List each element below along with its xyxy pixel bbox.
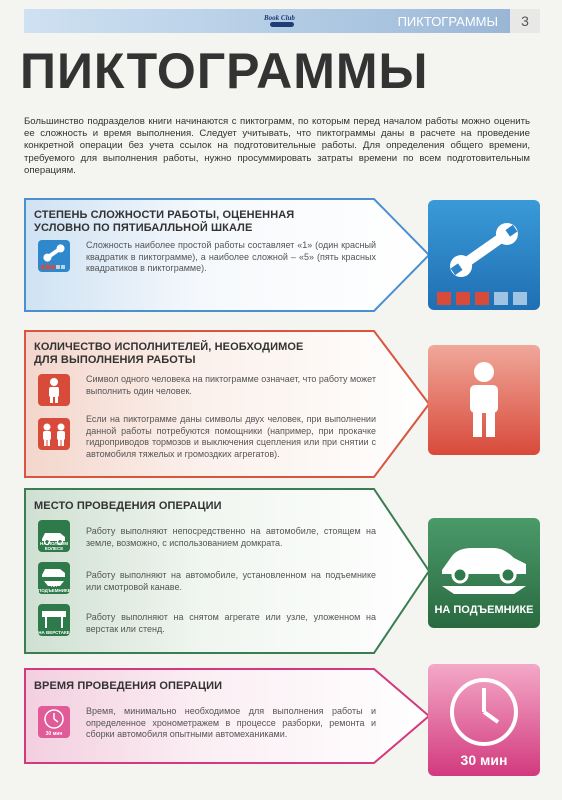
place-heading: МЕСТО ПРОВЕДЕНИЯ ОПЕРАЦИИ (34, 500, 222, 512)
person-big-icon (428, 345, 540, 455)
workers-section (24, 330, 432, 478)
clock-small-icon (38, 706, 70, 738)
two-persons-icon (38, 418, 70, 450)
clock-big-icon (428, 664, 540, 776)
on-lift-big-caption: НА ПОДЪЕМНИКЕ (434, 604, 534, 616)
time-heading: ВРЕМЯ ПРОВЕДЕНИЯ ОПЕРАЦИИ (34, 680, 223, 692)
place-section (24, 488, 432, 654)
workers-heading: КОЛИЧЕСТВО ИСПОЛНИТЕЛЕЙ, НЕОБХОДИМОЕ ДЛЯ ВЫПОЛНЕНИЯ РАБОТЫ (34, 341, 304, 366)
car-on-lift-big-icon (428, 518, 540, 628)
wrench-small-icon (38, 240, 70, 272)
page-title: ПИКТОГРАММЫ (20, 43, 429, 99)
one-person-icon (38, 374, 70, 406)
workers-two-text: Если на пиктограмме даны символы двух человек, при выполнении данной работы потребуются помощники (например, при прокачке гидроприводов тормозов и выключения сцепления или при снятии с автомобиля тяжелых и громоздких агрегатов). (86, 414, 376, 459)
clock-big-caption: 30 мин (460, 752, 508, 768)
header-section-name: ПИКТОГРАММЫ (397, 14, 498, 29)
header-bar (24, 9, 540, 33)
page-number: 3 (510, 9, 540, 33)
on-workbench-caption: НА ВЕРСТАКЕ (38, 630, 70, 635)
clock-small-caption: 30 мин (45, 731, 63, 737)
place-lift-text: Работу выполняют на автомобиле, установленном на подъемнике или смотровой канаве. (86, 570, 376, 592)
on-lift-caption: НА ПОДЪЕМНИКЕ (38, 583, 71, 593)
difficulty-text: Сложность наиболее простой работы составляет «1» (один красный квадратик в пиктограмме), а наиболее сложной – «5» (пять красных квадратиков в пиктограмме). (86, 240, 376, 273)
on-lift-small-icon (38, 562, 70, 594)
on-wheels-caption: НА ПОЛНОМ КОЛЕСЕ (39, 541, 69, 551)
difficulty-section (24, 198, 432, 312)
place-bench-text: Работу выполняют на снятом агрегате или узле, уложенном на верстак или стенд. (86, 612, 376, 634)
time-section (24, 668, 432, 764)
on-workbench-icon (38, 604, 70, 636)
on-wheels-icon (38, 520, 70, 552)
intro-paragraph: Большинство подразделов книги начинаются с пиктограмм, по которым перед началом работы можно оценить ее сложность и время выполнения. Следует учитывать, что пиктограммы даны в расчете на проведение конкретной операции без учета ссылок на подготовительные работы. Для определения общего времени, требуемого для выполнения работы, нужно просуммировать затраты времени по всем подготовительным операциям. (24, 116, 530, 176)
publisher-logo: Book Club (252, 14, 314, 28)
time-text: Время, минимально необходимое для выполнения работы и определенное хронометражем в процессе разборки, ремонта и сборки автомобиля опытными автомеханиками. (86, 706, 376, 739)
workers-one-text: Символ одного человека на пиктограмме означает, что работу может выполнить один человек. (86, 374, 376, 396)
difficulty-heading: СТЕПЕНЬ СЛОЖНОСТИ РАБОТЫ, ОЦЕНЕННАЯ УСЛОВНО ПО ПЯТИБАЛЛЬНОЙ ШКАЛЕ (34, 209, 295, 234)
place-wheels-text: Работу выполняют непосредственно на автомобиле, стоящем на земле, возможно, с использованием домкрата. (86, 526, 376, 548)
wrench-big-icon (428, 200, 540, 310)
